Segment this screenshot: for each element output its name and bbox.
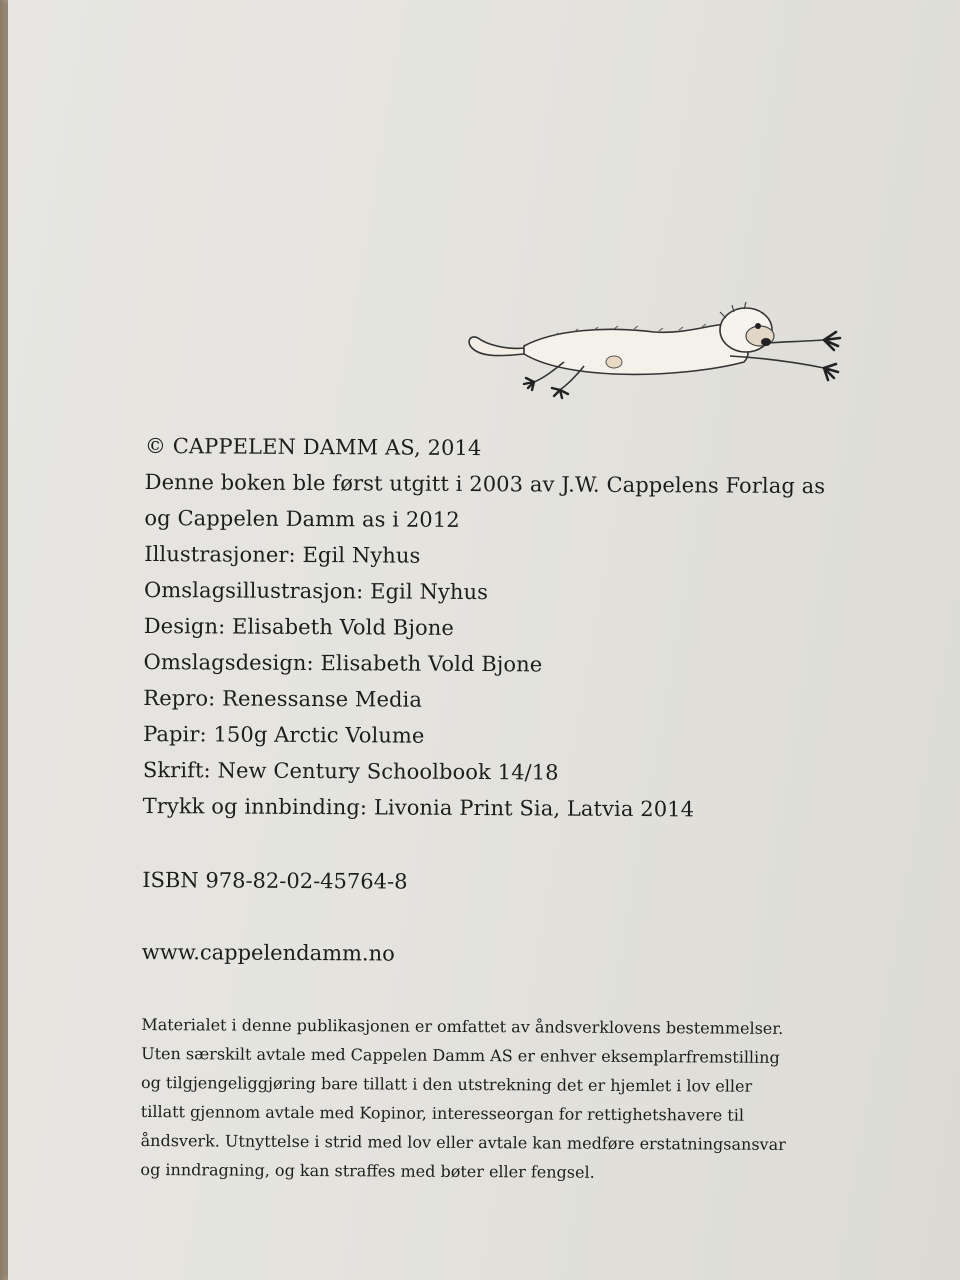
legal-line: Uten særskilt avtale med Cappelen Damm AS er enhver eksemplarfremstilling xyxy=(141,1043,780,1067)
isbn: ISBN 978-82-02-45764-8 xyxy=(142,867,408,894)
legal-line: Materialet i denne publikasjonen er omfattet av åndsverklovens bestemmelser. xyxy=(141,1014,784,1038)
first-published-line: Denne boken ble først utgitt i 2003 av J.W. Cappelens Forlag as xyxy=(144,469,826,499)
monkey-illustration-icon xyxy=(464,296,868,400)
legal-notice xyxy=(140,1010,841,1188)
repro-line: Repro: Renessanse Media xyxy=(143,685,423,712)
cover-illustration-line: Omslagsillustrasjon: Egil Nyhus xyxy=(143,577,489,605)
cover-design-line: Omslagsdesign: Elisabeth Vold Bjone xyxy=(143,649,543,677)
colophon-block xyxy=(140,428,865,1188)
paper-line: Papir: 150g Arctic Volume xyxy=(143,721,425,748)
font-line: Skrift: New Century Schoolbook 14/18 xyxy=(142,757,559,785)
legal-line: tillatt gjennom avtale med Kopinor, interesseorgan for rettighetshavere til xyxy=(140,1101,745,1125)
copyright-line: © CAPPELEN DAMM AS, 2014 xyxy=(144,433,482,461)
page-edge xyxy=(0,0,8,1280)
first-published-line-cont: og Cappelen Damm as i 2012 xyxy=(144,505,460,532)
design-line: Design: Elisabeth Vold Bjone xyxy=(143,613,454,640)
website-link: www.cappelendamm.no xyxy=(141,939,395,966)
legal-line: og inndragning, og kan straffes med bøter eller fengsel. xyxy=(140,1159,595,1182)
legal-line: åndsverk. Utnyttelse i strid med lov eller avtale kan medføre erstatningsansvar xyxy=(140,1130,786,1154)
printing-line: Trykk og innbinding: Livonia Print Sia, Latvia 2014 xyxy=(142,793,695,822)
legal-line: og tilgjengeliggjøring bare tillatt i den utstrekning det er hjemlet i lov eller xyxy=(140,1072,753,1096)
book-page xyxy=(8,0,960,1280)
illustrations-line: Illustrasjoner: Egil Nyhus xyxy=(144,541,421,568)
